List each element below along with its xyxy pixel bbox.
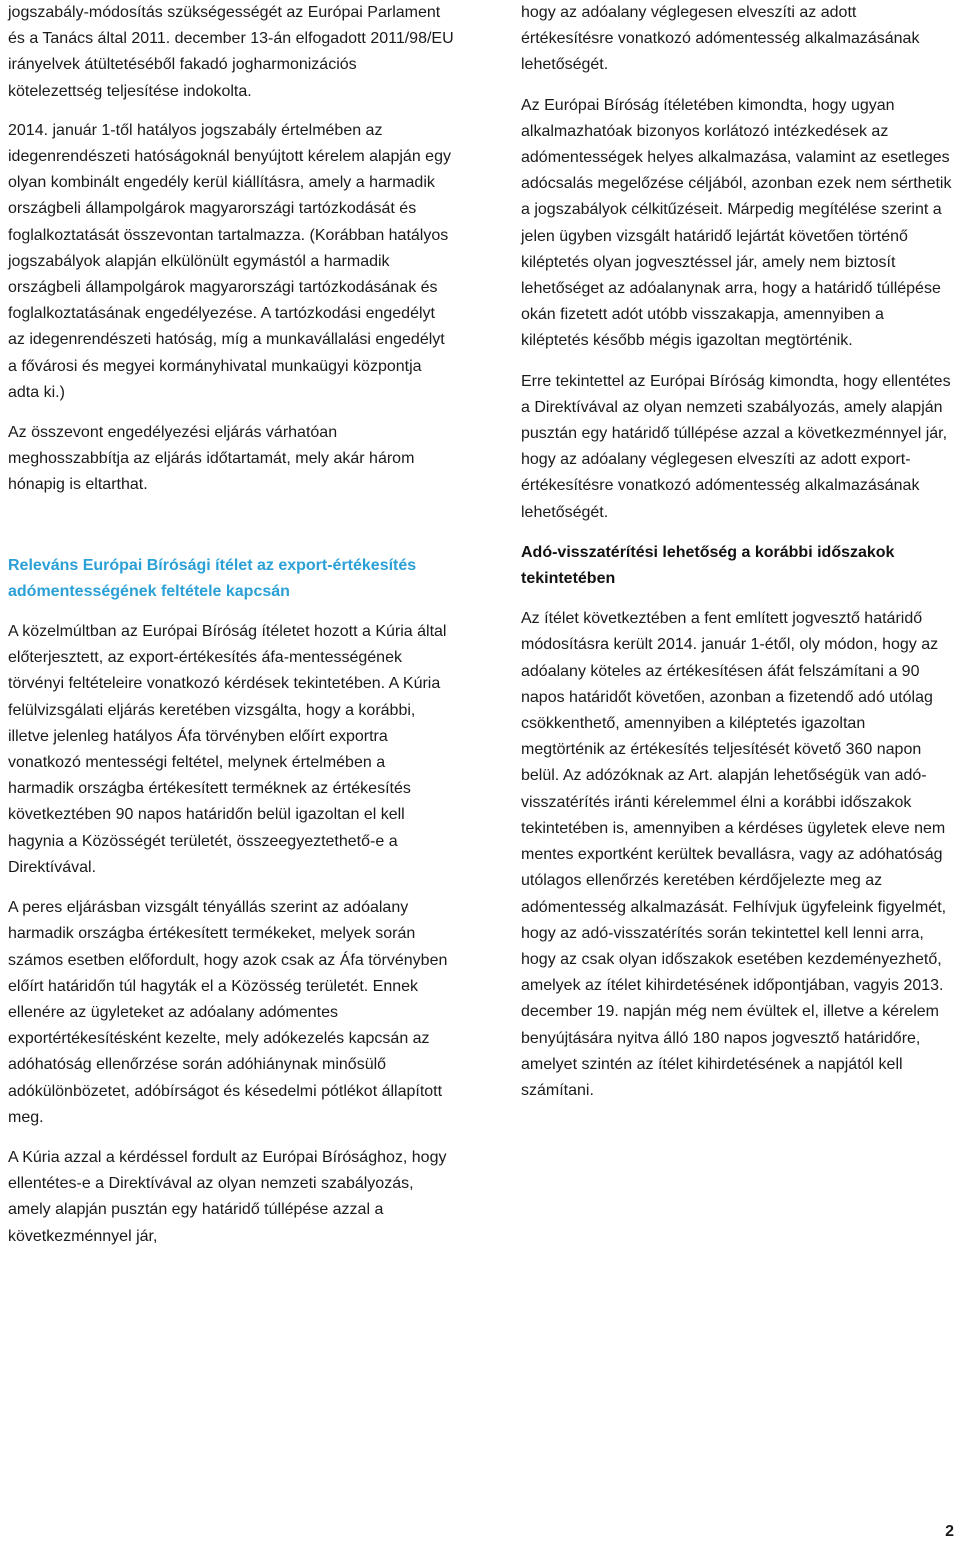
paragraph-question-to-court: A Kúria azzal a kérdéssel fordult az Európai Bírósághoz, hogy ellentétes-e a Direktívával az olyan nemzeti szabályozás, amely alapján pusztán egy határidő túllépése azzal a következménnyel jár, xyxy=(8,1148,447,1245)
paragraph-continuation: hogy az adóalany véglegesen elveszíti az adott értékesítésre vonatkozó adómentesség alkalmazásának lehetőségét. xyxy=(521,4,920,74)
paragraph-eu-directive: jogszabály-módosítás szükségességét az Európai Parlament és a Tanács által 2011. december 13-án elfogadott 2011/98/EU irányelvek átültetéséből fakadó jogharmonizációs kötelezettség teljesítése indokolta. xyxy=(8,4,454,100)
paragraph-court-reasoning: Az Európai Bíróság ítéletében kimondta, hogy ugyan alkalmazhatóak bizonyos korlátozó intézkedések az adómentességek helyes alkalmazása, valamint az esetleges adócsalás megelőzése céljából, azonban ezek nem sérthetik a jogszabályok célkitűzéseit. Márpedig megítélése szerint a jelen ügyben vizsgált határidő lejártát követően történő kiléptetés olyan jogvesztéssel jár, amely nem biztosít lehetőséget az adóalanynak arra, hogy a határidő túllépése okán fizetett adót utóbb visszakapja, amennyiben a kiléptetés később mégis igazoltan megtörténik. xyxy=(521,96,952,350)
paragraph-refund-details: Az ítélet következtében a fent említett jogvesztő határidő módosításra került 2014. január 1-étől, oly módon, hogy az adóalany köteles az értékesítésen áfát felszámítani a 90 napos határidőt követően, azonban a fizetendő adó utólag csökkenthető, amennyiben a kiléptetés igazoltan megtörténik az értékesítés teljesítését követő 360 napon belül. Az adózóknak az Art. alapján lehetőségük van adó-visszatérítés iránti kérelemmel élni a korábbi időszakok tekintetében is, amennyiben a kérdéses ügyletek eleve nem mentes exportként kerültek bevallásra, vagy az adóhatóság utólagos ellenőrzés keretében kérdőjelezte meg az adómentesség alkalmazását. Felhívjuk ügyfeleink figyelmét, hogy az adó-visszatérítés során tekintettel kell lenni arra, hogy az csak olyan időszakok esetében kezdeményezhető, amelyek az ítélet kihirdetésének időpontjában, vagyis 2013. december 19. napján még nem évültek el, illetve a kérelem benyújtására nyitva álló 180 napos jogvesztő határidőre, amelyet szintén az ítélet kihirdetésének a napjától kell számítani. xyxy=(521,610,947,1099)
section-title-eu-court-ruling: Releváns Európai Bírósági ítélet az export-értékesítés adómentességének feltétele kapcsán xyxy=(8,556,417,600)
right-column xyxy=(521,0,953,1118)
subheading-tax-refund: Adó-visszatérítési lehetőség a korábbi időszakok tekintetében xyxy=(521,543,895,588)
left-column xyxy=(8,0,455,1264)
paragraph-kuria-referral: A közelmúltban az Európai Bíróság ítéletet hozott a Kúria által előterjesztett, az export-értékesítés áfa-mentességének törvényi feltételeire vonatkozó kérdések tekintetében. A Kúria felülvizsgálati eljárás keretében vizsgálta, hogy a korábbi, illetve jelenleg hatályos Áfa törvényben előírt exportra vonatkozó mentességi feltétel, melynek értelmében a harmadik országba értékesített terméknek az értékesítés következtében 90 napos határidőn belül igazoltan el kell hagynia a Közösségét területét, összeegyeztethető-e a Direktívával. xyxy=(8,623,447,876)
paragraph-court-ruling: Erre tekintettel az Európai Bíróság kimondta, hogy ellentétes a Direktívával az olyan nemzeti szabályozás, amely alapján pusztán egy határidő túllépése azzal a következménnyel jár, hogy az adóalany véglegesen elveszíti az adott export-értékesítésre vonatkozó adómentesség alkalmazásának lehetőségét. xyxy=(521,372,951,521)
paragraph-case-facts: A peres eljárásban vizsgált tényállás szerint az adóalany harmadik országba értékesített termékeket, melyek során számos esetben előfordult, hogy azok csak az Áfa törvényben előírt határidőn túl hagyták el a Közösség területét. Ennek ellenére az ügyleteket az adóalany adómentes exportértékesítésként kezelte, mely adókezelés kapcsán az adóhatóság ellenőrzése során adóhiánynak minősülő adókülönbözetet, adóbírságot és késedelmi pótlékot állapított meg. xyxy=(8,899,448,1126)
page-number: 2 xyxy=(945,1523,954,1540)
paragraph-procedure-duration: Az összevont engedélyezési eljárás várhatóan meghosszabbítja az eljárás időtartamát, mely akár három hónapig is eltarthat. xyxy=(8,424,415,494)
paragraph-combined-permit: 2014. január 1-től hatályos jogszabály értelmében az idegenrendészeti hatóságoknál benyújtott kérelem alapján egy olyan kombinált engedély kerül kiállításra, amely a harmadik országbeli állampolgárok magyarországi tartózkodását és foglalkoztatását összevontan tartalmazza. (Korábban hatályos jogszabályok alapján elkülönült egymástól a harmadik országbeli állampolgárok magyarországi tartózkodásának és foglalkoztatásának engedélyezése. A tartózkodási engedélyt az idegenrendészeti hatóság, míg a munkavállalási engedélyt a fővárosi és megyei kormányhivatal munkaügyi központja adta ki.) xyxy=(8,121,451,401)
